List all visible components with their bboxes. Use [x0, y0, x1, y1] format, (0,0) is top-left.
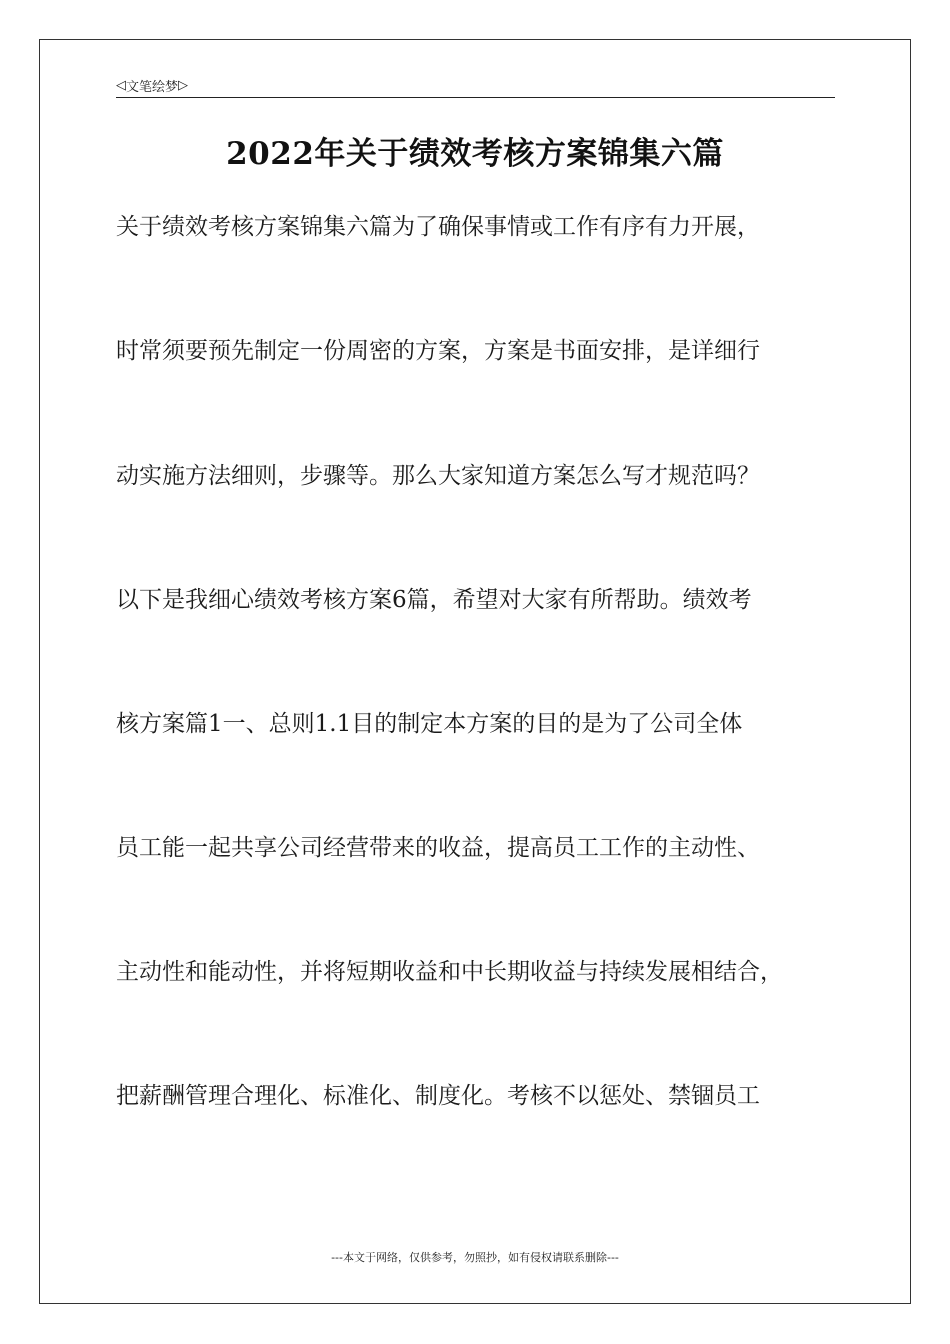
body-line: 核方案篇1一、总则1.1目的制定本方案的目的是为了公司全体 — [116, 711, 743, 737]
page-header — [116, 76, 188, 95]
body-line: 把薪酬管理合理化、标准化、制度化。考核不以惩处、禁锢员工 — [116, 1083, 760, 1109]
document-title: 2022年关于绩效考核方案锦集六篇 — [226, 136, 724, 172]
page-footer: ---本文于网络，仅供参考，勿照抄，如有侵权请联系删除--- — [331, 1251, 619, 1264]
right-triangle-icon: ▷ — [178, 78, 189, 93]
body-line: 以下是我细心绩效考核方案6篇，希望对大家有所帮助。绩效考 — [116, 587, 752, 613]
body-line: 主动性和能动性，并将短期收益和中长期收益与持续发展相结合， — [116, 959, 783, 985]
header-text: 文笔绘梦 — [126, 80, 179, 95]
body-line: 员工能一起共享公司经营带来的收益，提高员工工作的主动性、 — [116, 835, 760, 861]
left-triangle-icon: ◁ — [116, 78, 126, 93]
body-line: 时常须要预先制定一份周密的方案，方案是书面安排，是详细行 — [116, 338, 760, 364]
header-divider — [116, 97, 835, 98]
body-line: 关于绩效考核方案锦集六篇为了确保事情或工作有序有力开展， — [116, 214, 760, 240]
body-line: 动实施方法细则，步骤等。那么大家知道方案怎么写才规范吗？ — [116, 463, 760, 489]
